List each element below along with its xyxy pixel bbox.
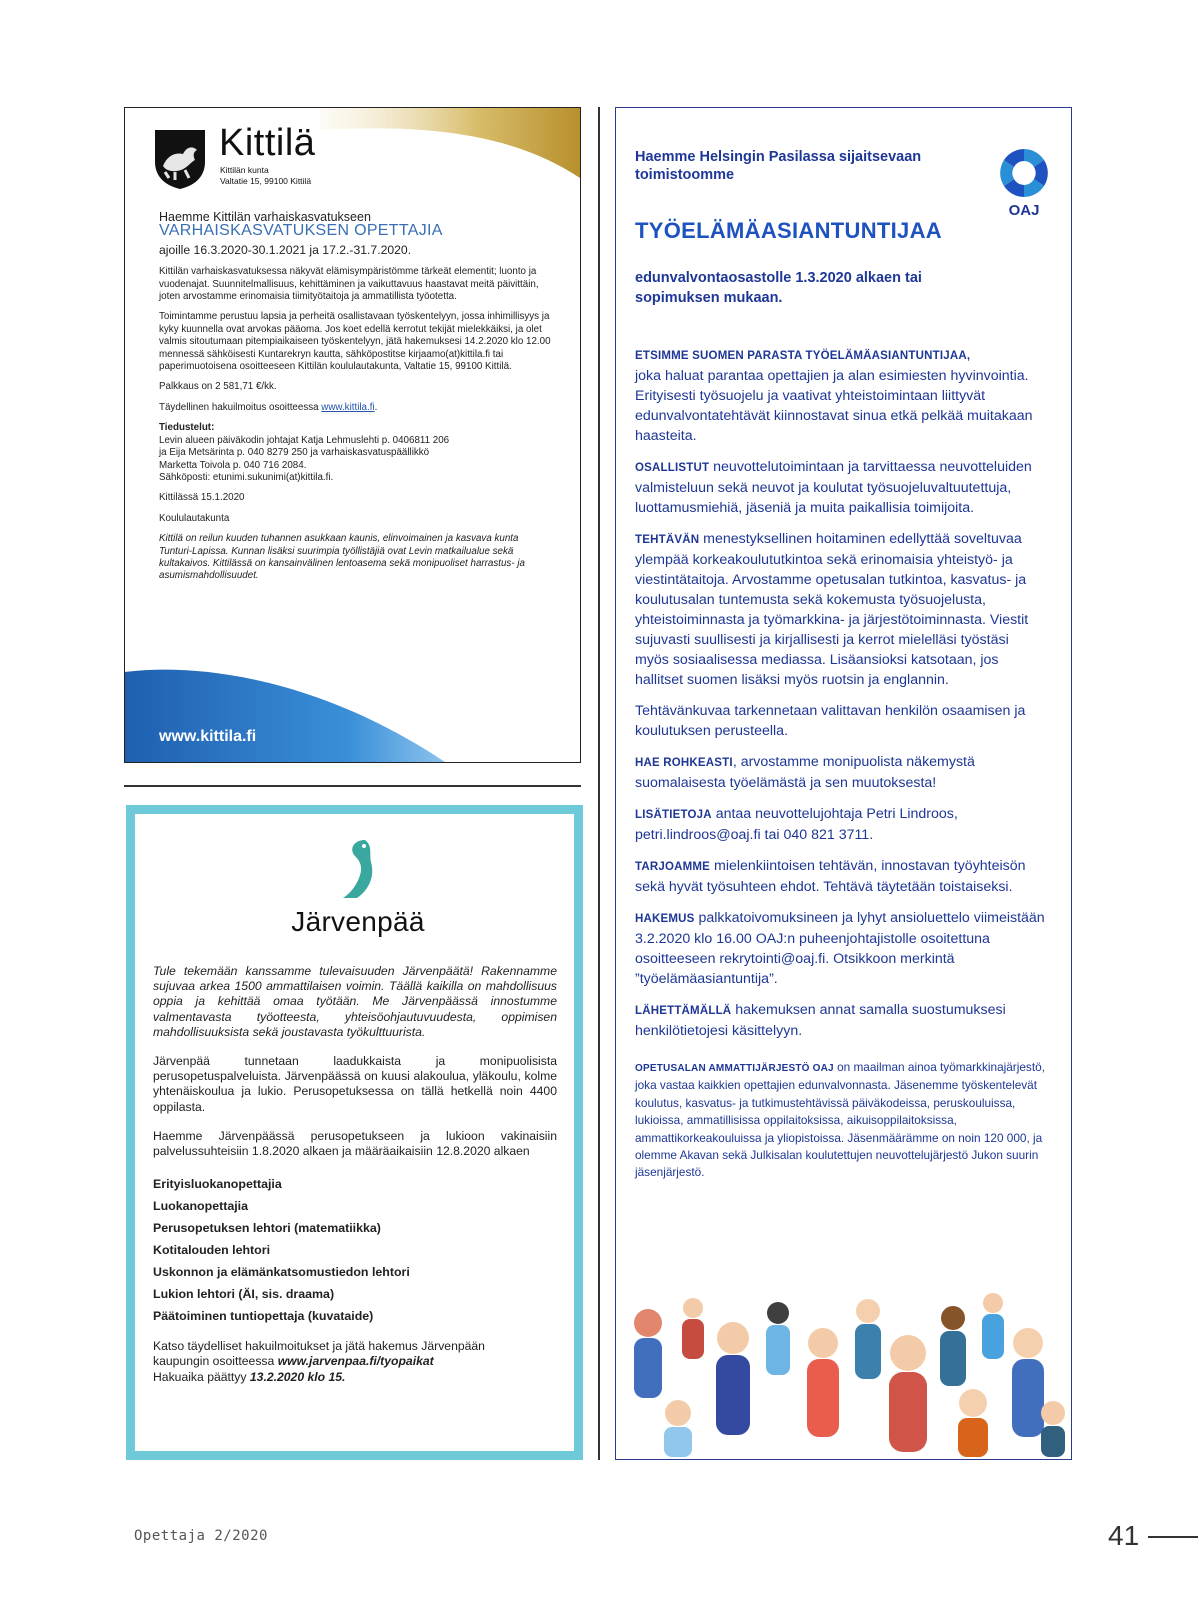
position-item: Erityisluokanopettajia <box>153 1177 282 1192</box>
oaj-p3-lead: TEHTÄVÄN <box>635 534 700 546</box>
oaj-ad <box>615 107 1072 1460</box>
oaj-paragraph-5 <box>635 752 1045 793</box>
jarvenpaa-apply-line2: kaupungin osoitteessa <box>153 1354 278 1369</box>
oaj-p6-text: antaa neuvottelujohtaja Petri Lindroos, petri.lindroos@oaj.fi tai 040 821 3711. <box>635 806 958 843</box>
oaj-paragraph-1 <box>635 345 1045 446</box>
jarvenpaa-intro: Tule tekemään kanssamme tulevaisuuden Järvenpäätä! Rakennamme sujuvaa arkea 1500 ammattilaisen voimin. Täällä kaikilla on mahdollisuus oppia ja kehittää omaa työtään. Me Järvenpäässä innostumme valmentavasta työotteesta, yhteisöohjautuvuudesta, oppimisen mahdollisuuksista sekä joustavasta työkulttuurista. <box>153 964 557 1039</box>
position-item: Päätoiminen tuntiopettaja (kuvataide) <box>153 1309 374 1324</box>
gold-swoosh-decoration <box>320 108 580 178</box>
position-item: Perusopetuksen lehtori (matematiikka) <box>153 1221 381 1236</box>
publication-name: Opettaja 2/2020 <box>134 1528 268 1544</box>
oaj-job-title: TYÖELÄMÄASIANTUNTIJAA <box>635 218 942 243</box>
kittila-intro: Haemme Kittilän varhaiskasvatukseen <box>159 210 371 224</box>
kittila-period: ajoille 16.3.2020-30.1.2021 ja 17.2.-31.7.2020. <box>159 242 412 257</box>
column-divider-horizontal <box>124 785 581 787</box>
kittila-full-ad-prefix: Täydellinen hakuilmoitus osoitteessa <box>159 401 322 413</box>
oaj-logo-text: OAJ <box>1008 202 1040 219</box>
oaj-p10-text: on maailman ainoa työmarkkinajärjestö, joka vastaa kaikkien opettajien edunvalvonnasta. Jäsenemme työskentelevät koulutus, kasvatus- ja tutkimustehtävissä päiväkodeissa, peruskouluissa, lukioissa, ammatillisissa oppilaitoksissa, aikuisoppilaitoksissa, ammattikorkeakouluissa ja yliopistoissa. Jäsenmäärämme on noin 120 000, ja olemme Akavan sekä Julkisalan koulutettujen neuvottelujärjestö Jukon suurin jäsenjärjestö. <box>635 1060 1045 1180</box>
position-item: Luokanopettajia <box>153 1199 249 1214</box>
oaj-p2-lead: OSALLISTUT <box>635 462 710 474</box>
oaj-ad-body <box>635 345 1045 1193</box>
kittila-inquiries-line3: Marketta Toivola p. 040 716 2084. <box>159 459 307 471</box>
oaj-paragraph-7 <box>635 856 1045 897</box>
jarvenpaa-ad-body <box>153 964 557 1399</box>
kittila-place-date: Kittilässä 15.1.2020 <box>159 492 245 504</box>
kittila-salary: Palkkaus on 2 581,71 €/kk. <box>159 381 277 393</box>
jarvenpaa-position-list <box>153 1173 557 1327</box>
oaj-p9-lead: LÄHETTÄMÄLLÄ <box>635 1005 732 1017</box>
kittila-paragraph-1: Kittilän varhaiskasvatuksessa näkyvät elämisympäristömme tärkeät elementit; luonto ja vuodenajat. Suunnitelmallisuus, kehittäminen ja vaikuttavuus haastavat meitä päivittäin, joten arvostamme erinomaisia tiimityötaitoja ja ammatillista työotetta. <box>159 266 539 303</box>
kittila-closing: Kittilä on reilun kuuden tuhannen asukkaan kaunis, elinvoimainen ja kasvava kunta Tunturi-Lapissa. Kunnan lisäksi suurimpia työllistäjiä ovat Levin matkailualue sekä kultakaivos. Kittilässä on kansainvälinen lentoasema sekä monipuoliset harrastus- ja asumismahdollisuudet. <box>159 533 525 582</box>
oaj-logo-icon <box>994 145 1054 219</box>
page-number-rule <box>1148 1536 1198 1538</box>
oaj-p2-text: neuvottelutoimintaan ja tarvittaessa neuvotteluiden valmisteluun sekä neuvot ja koulutat työsuojeluvaltuutettuja, luottamusmiehiä, jäseniä ja muita paikallisia toimijoita. <box>635 459 1032 516</box>
oaj-heading: Haemme Helsingin Pasilassa sijaitsevaan toimistoomme <box>635 149 922 183</box>
oaj-p5-lead: HAE ROHKEASTI <box>635 757 733 769</box>
kittila-logo-subtitle <box>220 165 311 187</box>
oaj-p1-lead: ETSIMME SUOMEN PARASTA TYÖELÄMÄASIANTUNTIJAA, <box>635 350 971 362</box>
kittila-logo-name: Kittilä <box>219 122 316 164</box>
jarvenpaa-ad <box>126 805 583 1460</box>
kittila-job-title: VARHAISKASVATUKSEN OPETTAJIA <box>159 222 443 240</box>
kittila-ad <box>124 107 581 763</box>
oaj-p9-text: hakemuksen annat samalla suostumuksesi henkilötietojesi käsittelyyn. <box>635 1002 1006 1039</box>
people-illustration <box>618 1283 1069 1457</box>
oaj-p10-lead: OPETUSALAN AMMATTIJÄRJESTÖ OAJ <box>635 1063 834 1074</box>
oaj-paragraph-3 <box>635 529 1045 690</box>
oaj-p5-text: , arvostamme monipuolista näkemystä suomalaisesta työelämästä ja sen muutoksesta! <box>635 754 975 791</box>
kittila-signer: Koululautakunta <box>159 512 230 524</box>
kittila-inquiries-line2: ja Eija Metsärinta p. 040 8279 250 ja varhaiskasvatuspäällikkö <box>159 447 430 459</box>
jarvenpaa-paragraph-2: Järvenpää tunnetaan laadukkaista ja monipuolisista perusopetuspalveluista. Järvenpäässä on kuusi alakoulua, yläkoulu, kolme yhtenäiskoulua ja lukio. Perusopetuksessa on tällä hetkellä noin 4400 oppilasta. <box>153 1054 557 1114</box>
kittila-inquiries-line1: Levin alueen päiväkodin johtajat Katja Lehmuslehti p. 0406811 206 <box>159 434 450 446</box>
blue-wave-decoration <box>125 662 581 762</box>
jarvenpaa-apply <box>153 1339 557 1385</box>
position-item: Kotitalouden lehtori <box>153 1243 271 1258</box>
page-number: 41 <box>1108 1520 1140 1551</box>
oaj-p7-text: mielenkiintoisen tehtävän, innostavan työyhteisön sekä hyvät työsuhteen ehdot. Tehtävä täytetään toistaiseksi. <box>635 858 1026 895</box>
jarvenpaa-paragraph-3: Haemme Järvenpäässä perusopetukseen ja lukioon vakinaisiin palvelussuhteisiin 1.8.2020 alkaen ja määräaikaisiin 12.8.2020 alkaen <box>153 1128 557 1159</box>
oaj-paragraph-6 <box>635 804 1045 845</box>
kittila-coat-of-arms-icon <box>153 128 207 190</box>
kittila-logo-sub-line1: Kittilän kunta <box>220 165 269 175</box>
kittila-ad-body <box>159 211 554 591</box>
oaj-p8-lead: HAKEMUS <box>635 913 695 925</box>
kittila-full-ad <box>159 402 554 414</box>
oaj-paragraph-8 <box>635 908 1045 989</box>
jarvenpaa-deadline-prefix: Hakuaika päättyy <box>153 1369 250 1384</box>
position-item: Uskonnon ja elämänkatsomustiedon lehtori <box>153 1265 410 1280</box>
oaj-subtitle: edunvalvontaosastolle 1.3.2020 alkaen tai sopimuksen mukaan. <box>635 270 922 306</box>
oaj-p3-text: menestyksellinen hoitaminen edellyttää soveltuvaa ylempää korkeakoulututkintoa sekä erinomaisia yhteistyö- ja viestintätaitoja. Arvostamme opetusalan tutkintoa, kasvatus- ja koulutusalan tuntemusta sekä kokemusta työsuojelusta, yhteistoiminnasta ja työmarkkina- ja järjestötoiminnasta. Viestit sujuvasti suullisesti ja kirjallisesti ja kerrot mielelläsi työstäsi myös sosiaalisessa mediassa. Lisäansioksi katsotaan, jos hallitset suomen lisäksi myös ruotsin ja englannin. <box>635 531 1029 688</box>
oaj-p7-lead: TARJOAMME <box>635 861 711 873</box>
oaj-paragraph-9 <box>635 1000 1045 1041</box>
kittila-paragraph-2: Toimintamme perustuu lapsia ja perheitä osallistavaan työskentelyyn, jossa inhimillisyys ja kyky kuunnella ovat arvokas pääoma. Jos koet edellä kerrotut tekijät mielekkäiksi, ja olet valmis sitoutumaan pitempiaikaiseen työskentelyyn, jätä hakemuksesi 14.2.2020 klo 12.00 mennessä sähköisesti Kuntarekryn kautta, sähköpostitse kirjaamo(at)kittila.fi tai paperimuotoisena osoitteeseen Kittilän koululautakunta, Valtatie 15, 99100 Kittilä. <box>159 311 551 373</box>
jarvenpaa-deadline: 13.2.2020 klo 15. <box>249 1369 346 1384</box>
kittila-inquiries-line4: Sähköposti: etunimi.sukunimi(at)kittila.fi. <box>159 471 334 483</box>
kittila-link[interactable]: www.kittila.fi <box>321 401 375 413</box>
jarvenpaa-logo-name: Järvenpää <box>291 906 425 937</box>
oaj-paragraph-10 <box>635 1059 1045 1182</box>
kittila-full-ad-suffix: . <box>374 401 378 413</box>
position-item: Lukion lehtori (ÄI, sis. draama) <box>153 1287 335 1302</box>
jarvenpaa-apply-line1: Katso täydelliset hakuilmoitukset ja jätä hakemus Järvenpään <box>153 1339 485 1354</box>
oaj-p1-text: joka haluat parantaa opettajien ja alan esimiesten hyvinvointia. Erityisesti työsuojelu ja vaativat yhteistoimintaan liittyvät edunvalvontatehtävät kiinnostavat sinua etkä pelkää muitakaan haasteita. <box>635 368 1033 444</box>
kittila-logo-sub-line2: Valtatie 15, 99100 Kittilä <box>220 176 312 186</box>
column-divider-vertical <box>598 107 600 1460</box>
kittila-website[interactable]: www.kittila.fi <box>159 728 257 745</box>
oaj-p6-lead: LISÄTIETOJA <box>635 809 712 821</box>
oaj-p8-text: palkkatoivomuksineen ja lyhyt ansioluettelo viimeistään 3.2.2020 klo 16.00 OAJ:n puheenjohtajistolle osoitettuna osoitteeseen rekrytointi@oaj.fi. Otsikkoon merkintä ”työelämäasiantuntija”. <box>635 910 1045 987</box>
oaj-paragraph-4: Tehtävänkuvaa tarkennetaan valittavan henkilön osaamisen ja koulutuksen perusteella. <box>635 703 1026 739</box>
jarvenpaa-link[interactable]: www.jarvenpaa.fi/tyopaikat <box>277 1354 434 1369</box>
jarvenpaa-swan-logo-icon <box>335 836 385 906</box>
kittila-inquiries-title: Tiedustelut: <box>159 422 215 434</box>
oaj-paragraph-2 <box>635 457 1045 518</box>
kittila-inquiries <box>159 422 554 484</box>
